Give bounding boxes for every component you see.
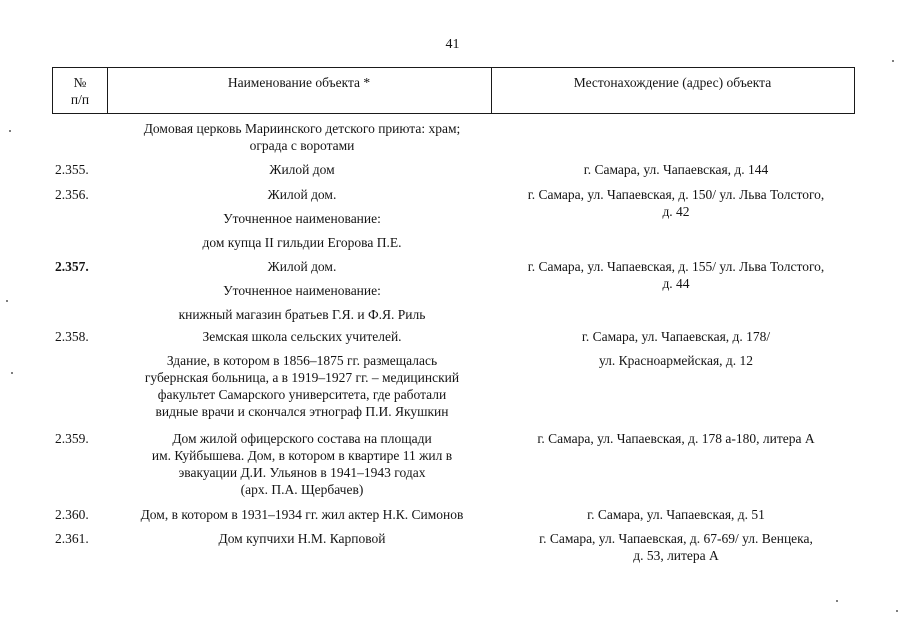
object-name-line: им. Куйбышева. Дом, в котором в квартире 11 жил в [151, 448, 453, 463]
object-name-line: Земская школа сельских учителей. [202, 329, 402, 344]
object-address-line: г. Самара, ул. Чапаевская, д. 51 [587, 507, 765, 522]
object-address-cell [495, 258, 857, 292]
object-name-line: видные врачи и скончался этнограф П.И. Якушкин [155, 404, 449, 419]
object-name-cell [108, 530, 496, 547]
object-name-line: Дом купчихи Н.М. Карповой [218, 531, 386, 546]
row-number: 2.358. [55, 329, 89, 344]
object-address-line: г. Самара, ул. Чапаевская, д. 150/ ул. Льва Толстого, [527, 187, 825, 202]
object-name-cell [108, 161, 496, 178]
object-address-line: г. Самара, ул. Чапаевская, д. 155/ ул. Льва Толстого, [527, 259, 825, 274]
scan-speck [6, 300, 8, 302]
object-address-line: г. Самара, ул. Чапаевская, д. 67-69/ ул. Венцека, [539, 531, 813, 546]
scan-speck [836, 600, 838, 602]
scan-speck [11, 372, 13, 374]
scan-speck [896, 610, 898, 612]
object-name-line: Дом, в котором в 1931–1934 гг. жил актер Н.К. Симонов [140, 507, 464, 522]
object-address-line: г. Самара, ул. Чапаевская, д. 144 [583, 162, 769, 177]
object-address-cell [495, 430, 857, 447]
object-name-line: Здание, в котором в 1856–1875 гг. размещалась [166, 353, 438, 368]
object-name-line: Жилой дом. [267, 259, 337, 274]
object-name-line: Жилой дом [269, 162, 335, 177]
object-name-line: губернская больница, а в 1919–1927 гг. – медицинский [144, 370, 460, 385]
object-name-line: эвакуации Д.И. Ульянов в 1941–1943 годах [178, 465, 426, 480]
object-address-line: г. Самара, ул. Чапаевская, д. 178/ [581, 329, 771, 344]
object-address-cell [495, 161, 857, 178]
object-name-cell [108, 120, 496, 154]
object-name-line: ограда с воротами [249, 138, 355, 153]
header-number-abbrev: п/п [70, 92, 90, 107]
header-name-cell: Наименование объекта * [227, 75, 371, 90]
header-address-cell: Местонахождение (адрес) объекта [573, 75, 772, 90]
object-name-line: Домовая церковь Мариинского детского приюта: храм; [143, 121, 461, 136]
object-name-cell [108, 430, 496, 498]
object-address-line: г. Самара, ул. Чапаевская, д. 178 а-180, литера А [537, 431, 815, 446]
row-number: 2.356. [55, 187, 89, 202]
object-name-line: факультет Самарского университета, где работали [157, 387, 447, 402]
object-address-line: д. 53, литера А [633, 548, 719, 563]
page-number: 41 [445, 37, 460, 52]
object-address-cell [495, 328, 857, 369]
object-address-line: ул. Красноармейская, д. 12 [598, 353, 754, 368]
object-address-line: д. 44 [662, 276, 690, 291]
object-name-line: Жилой дом. [267, 187, 337, 202]
object-address-line: д. 42 [662, 204, 690, 219]
scan-speck [892, 60, 894, 62]
object-address-cell [495, 186, 857, 220]
scan-speck [9, 130, 11, 132]
object-name-line: дом купца II гильдии Егорова П.Е. [202, 235, 402, 250]
object-name-line: Уточненное наименование: [223, 211, 381, 226]
row-number: 2.360. [55, 507, 89, 522]
row-number: 2.361. [55, 531, 89, 546]
object-name-line: Дом жилой офицерского состава на площади [172, 431, 432, 446]
object-name-cell [108, 258, 496, 323]
row-number: 2.357. [55, 259, 89, 274]
object-name-cell [108, 328, 496, 420]
object-name-line: Уточненное наименование: [223, 283, 381, 298]
object-address-cell [495, 506, 857, 523]
row-number: 2.355. [55, 162, 89, 177]
object-name-cell [108, 186, 496, 251]
header-number-symbol: № [73, 75, 87, 90]
row-number: 2.359. [55, 431, 89, 446]
object-name-line: (арх. П.А. Щербачев) [240, 482, 364, 497]
object-name-cell [108, 506, 496, 523]
object-address-cell [495, 530, 857, 564]
object-name-line: книжный магазин братьев Г.Я. и Ф.Я. Риль [178, 307, 426, 322]
